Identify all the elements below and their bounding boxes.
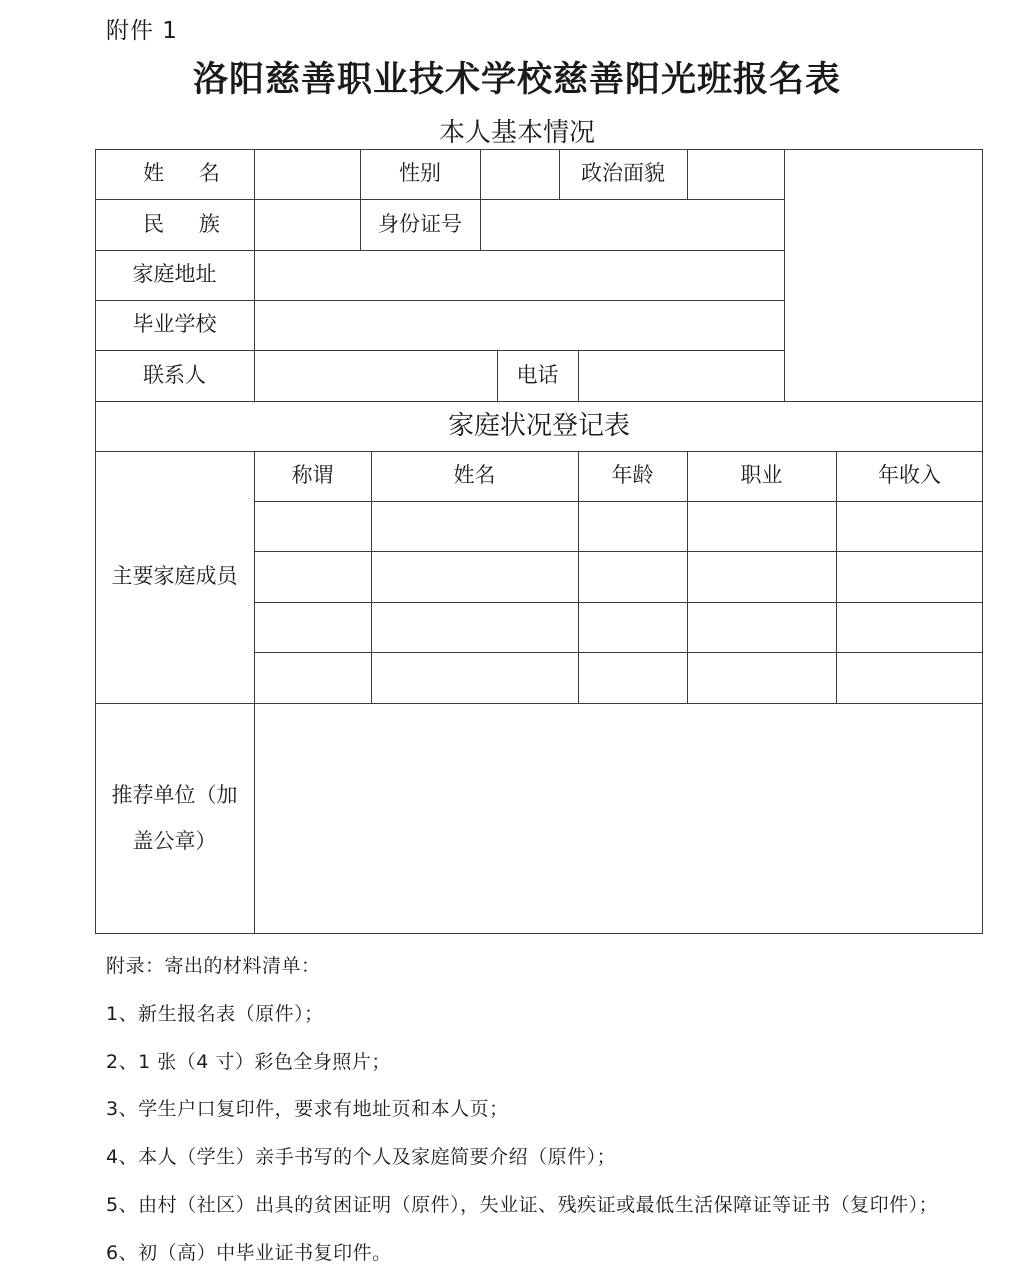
phone-label: 电话 bbox=[516, 362, 559, 387]
appendix-item: 6、初（高）中毕业证书复印件。 bbox=[106, 1242, 392, 1264]
table-rule bbox=[254, 501, 983, 502]
table-rule bbox=[687, 149, 688, 199]
photo-box-border bbox=[784, 149, 785, 401]
appendix-item: 3、学生户口复印件，要求有地址页和本人页； bbox=[106, 1098, 509, 1120]
table-rule bbox=[578, 350, 579, 401]
form-title: 洛阳慈善职业技术学校慈善阳光班报名表 bbox=[192, 60, 841, 100]
appendix-item: 1、新生报名表（原件）； bbox=[106, 1003, 324, 1025]
column-header-age: 年龄 bbox=[611, 463, 654, 488]
column-header-relation: 称谓 bbox=[291, 463, 334, 488]
political-status-label: 政治面貌 bbox=[581, 161, 665, 186]
contact-person-label: 联系人 bbox=[143, 362, 206, 387]
gender-label: 性别 bbox=[399, 161, 441, 186]
family-members-label: 主要家庭成员 bbox=[111, 564, 238, 589]
appendix-item: 2、1 张（4 寸）彩色全身照片； bbox=[106, 1051, 391, 1073]
table-border-right bbox=[982, 149, 983, 934]
recommending-unit-label bbox=[95, 703, 254, 933]
family-section-title: 家庭状况登记表 bbox=[447, 410, 630, 441]
appendix-item: 5、由村（社区）出具的贫困证明（原件），失业证、残疾证或最低生活保障证等证书（复印件）； bbox=[106, 1194, 939, 1216]
home-address-label: 家庭地址 bbox=[132, 262, 217, 287]
column-header-annual-income: 年收入 bbox=[878, 463, 941, 488]
table-rule bbox=[254, 451, 255, 934]
section-title-basic-info: 本人基本情况 bbox=[438, 118, 595, 148]
annex-label: 附件 1 bbox=[106, 18, 178, 44]
id-number-label: 身份证号 bbox=[378, 211, 462, 236]
appendix-item: 4、本人（学生）亲手书写的个人及家庭简要介绍（原件）； bbox=[106, 1146, 617, 1168]
graduate-school-label: 毕业学校 bbox=[132, 312, 217, 337]
registration-form-table bbox=[95, 149, 983, 934]
column-header-occupation: 职业 bbox=[740, 463, 783, 488]
ethnicity-label: 民 族 bbox=[143, 211, 234, 236]
table-rule bbox=[254, 551, 983, 552]
table-border-bottom bbox=[95, 933, 983, 934]
recommending-unit-label-line2: 盖公章） bbox=[132, 829, 217, 853]
table-rule bbox=[254, 602, 983, 603]
table-rule bbox=[254, 652, 983, 653]
name-label: 姓 名 bbox=[143, 161, 234, 186]
table-rule bbox=[480, 149, 481, 250]
recommending-unit-label-line1: 推荐单位（加 bbox=[111, 783, 238, 807]
column-header-name: 姓名 bbox=[453, 463, 496, 488]
appendix-heading: 附录：寄出的材料清单： bbox=[106, 955, 321, 977]
